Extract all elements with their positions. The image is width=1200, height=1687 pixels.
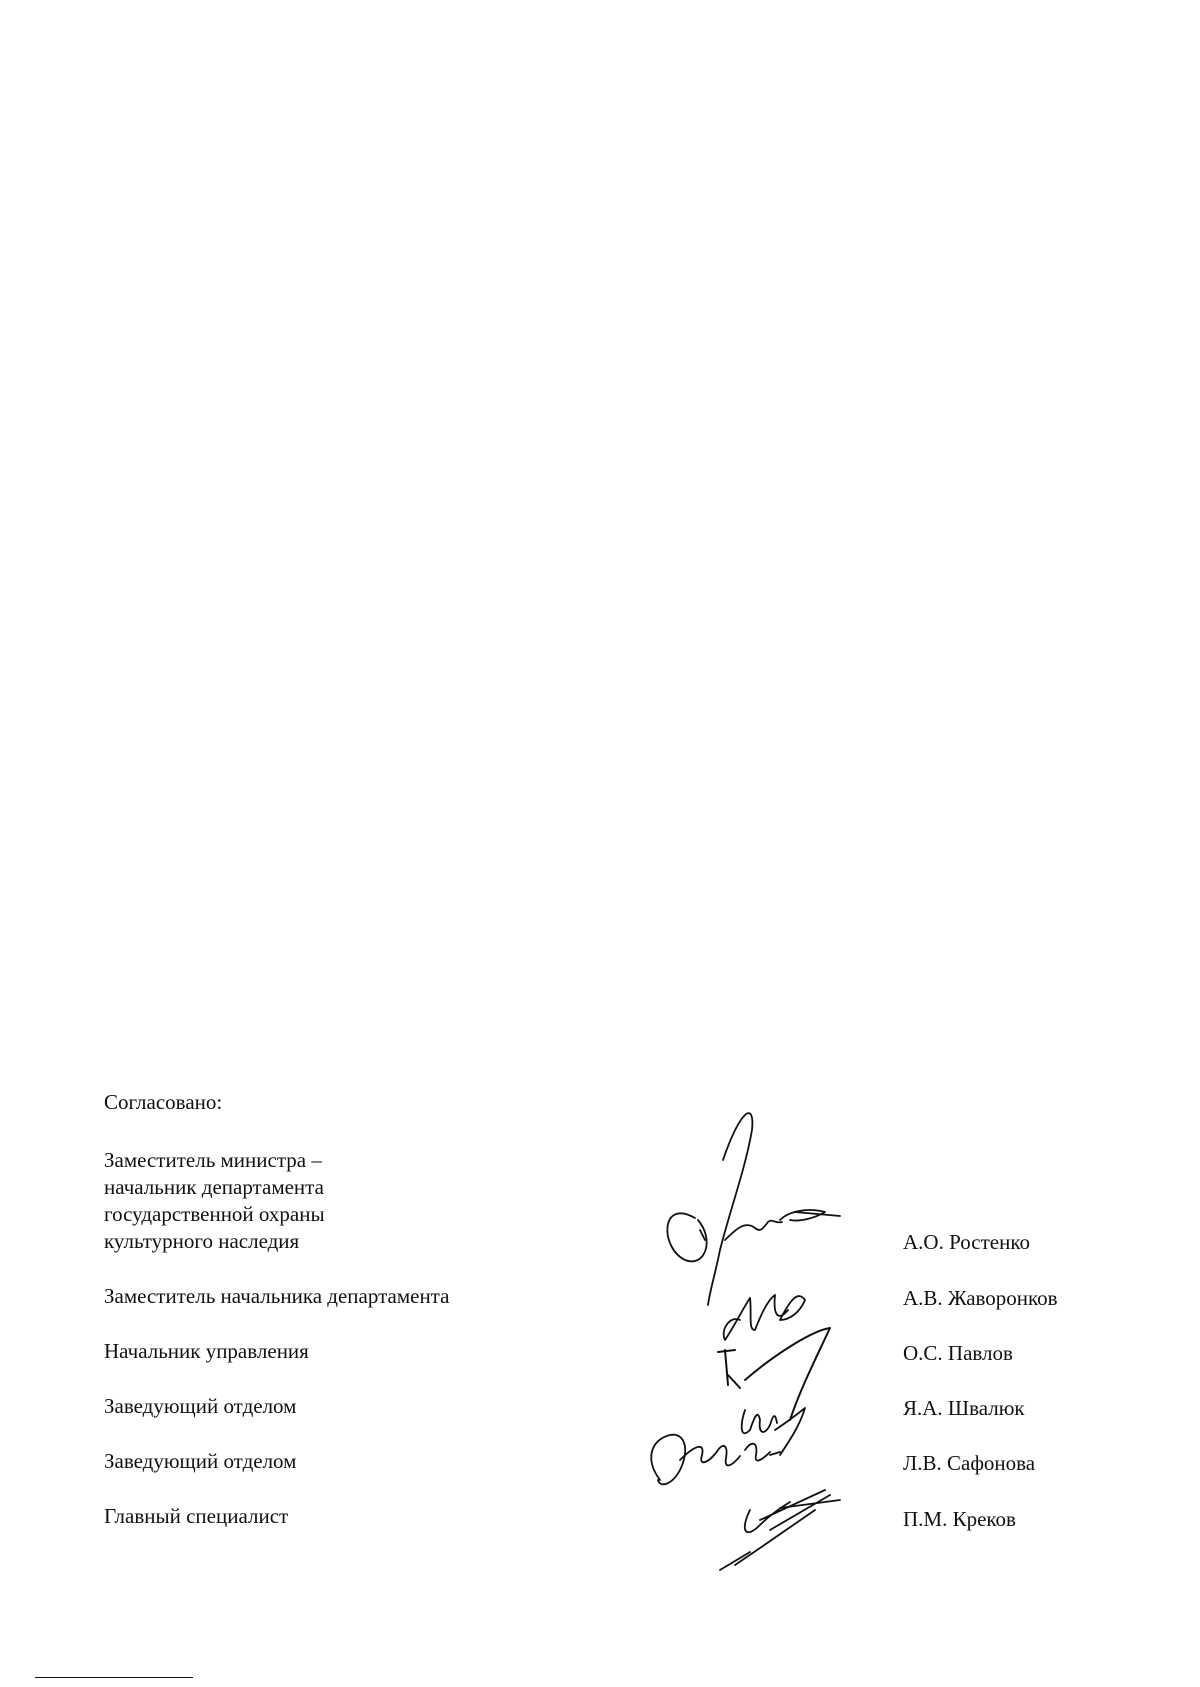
- handwritten-signatures: [640, 1090, 920, 1610]
- approval-heading: Согласовано:: [104, 1090, 223, 1114]
- signature-zhavoronkov: [724, 1295, 805, 1340]
- approver-position-6: Главный специалист: [104, 1504, 289, 1528]
- approver-name-4: Я.А. Швалюк: [903, 1396, 1025, 1420]
- approver-position-4: Заведующий отделом: [104, 1394, 297, 1418]
- approver-position-3: Начальник управления: [104, 1339, 309, 1363]
- approver-position-1: [104, 1147, 325, 1255]
- footnote-separator: [35, 1677, 193, 1678]
- approver-position-5: Заведующий отделом: [104, 1449, 297, 1473]
- signature-pavlov: [718, 1328, 830, 1420]
- approver-name-3: О.С. Павлов: [903, 1341, 1013, 1365]
- position-line: государственной охраны: [104, 1202, 325, 1226]
- approver-name-6: П.М. Креков: [903, 1507, 1016, 1531]
- approver-position-2: Заместитель начальника департамента: [104, 1284, 450, 1308]
- approver-name-5: Л.В. Сафонова: [903, 1451, 1036, 1475]
- signature-krekov: [720, 1490, 840, 1570]
- signature-shvalyuk: [742, 1408, 805, 1455]
- position-line: начальник департамента: [104, 1175, 324, 1199]
- signature-rostenko: [667, 1113, 840, 1305]
- position-line: культурного наследия: [104, 1229, 300, 1253]
- approver-name-2: А.В. Жаворонков: [903, 1286, 1058, 1310]
- approver-name-1: А.О. Ростенко: [903, 1230, 1030, 1254]
- position-line: Заместитель министра –: [104, 1148, 322, 1172]
- signature-safonova: [651, 1435, 780, 1485]
